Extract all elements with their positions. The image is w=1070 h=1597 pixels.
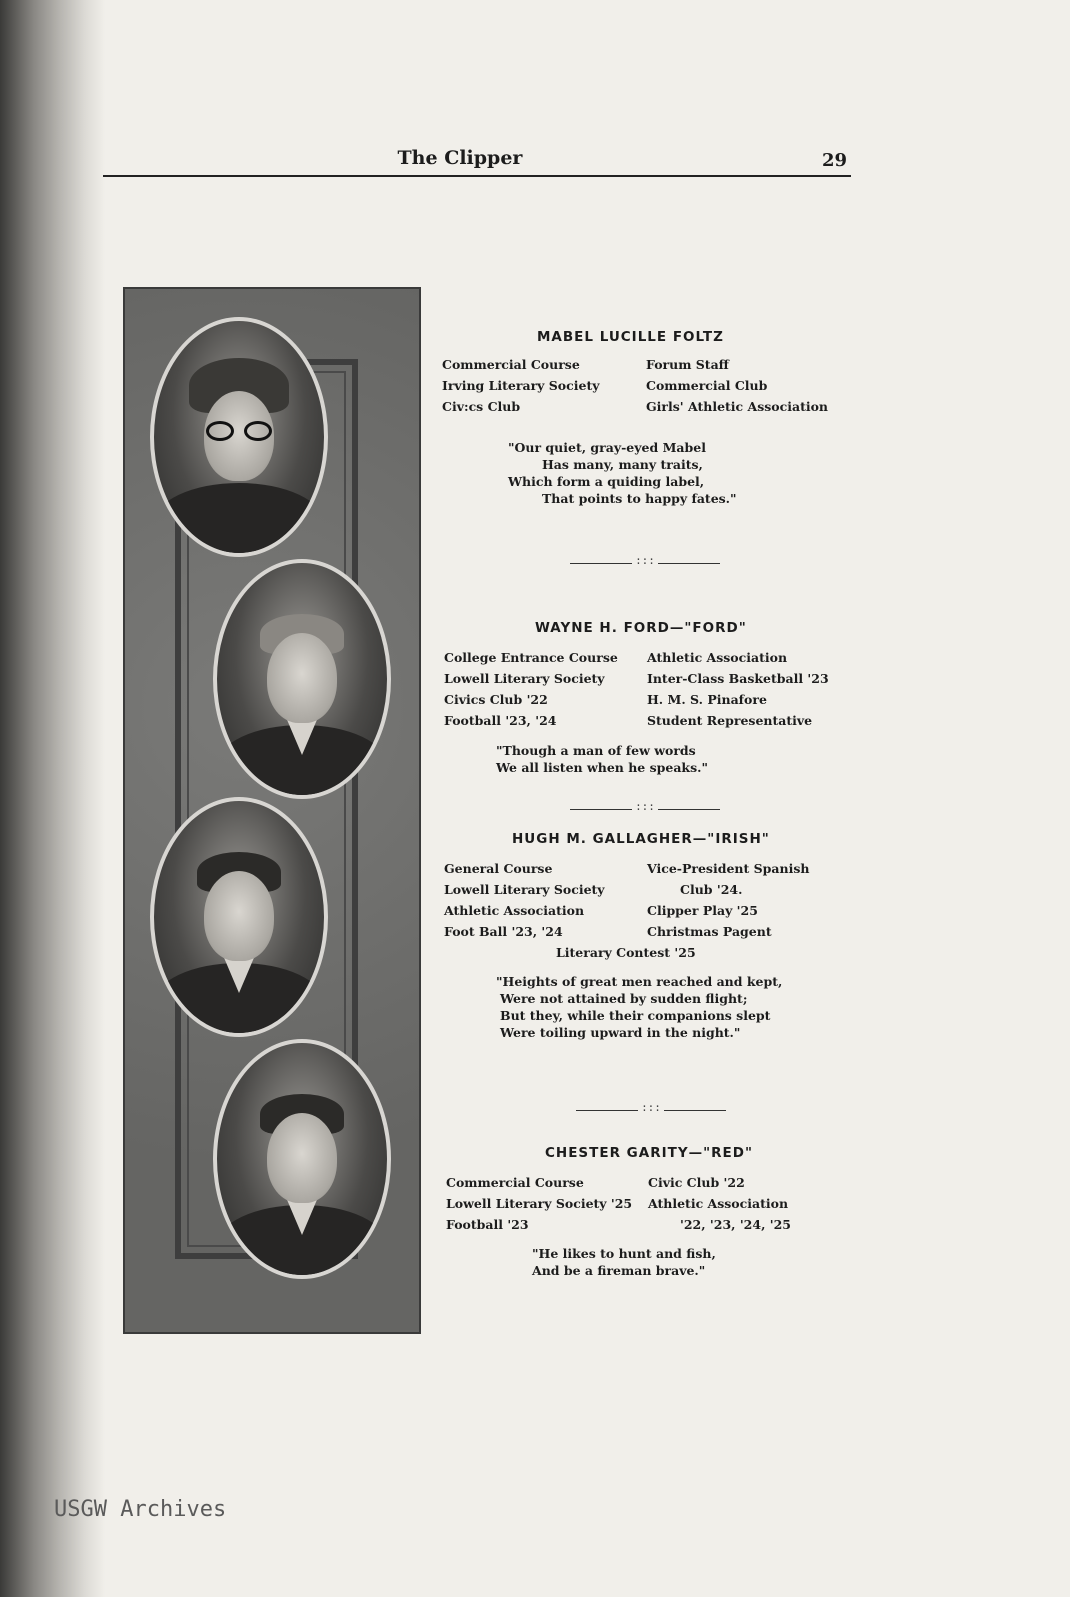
portrait-photo-chester-garity [213,1039,391,1279]
activity-item: Football '23, '24 [444,713,557,728]
entry-verse [496,973,782,1041]
verse-line: "Though a man of few words [496,743,696,758]
activity-item: Athletic Association [647,650,788,665]
entry-verse [496,742,708,776]
verse-line: Were not attained by sudden flight; [500,991,748,1006]
entry-activities-right [646,354,828,417]
page-number: 29 [822,150,848,171]
entry-activities-left [444,647,618,731]
entry-name: HUGH M. GALLAGHER—"IRISH" [512,831,770,847]
entry-activity-centered: Literary Contest '25 [556,945,696,960]
activity-item: Christmas Pagent [647,924,772,939]
activity-item: Girls' Athletic Association [646,399,829,414]
activity-item: Civic Club '22 [648,1175,745,1190]
activity-item: Forum Staff [646,357,729,372]
activity-item: Civ:cs Club [442,399,521,414]
verse-line: "He likes to hunt and fish, [532,1246,716,1261]
verse-line: "Our quiet, gray-eyed Mabel [508,440,706,455]
activity-item: Commercial Course [442,357,580,372]
activity-item: Inter-Class Basketball '23 [647,671,829,686]
activity-item: Lowell Literary Society '25 [446,1196,633,1211]
divider-mark: ::: [635,554,655,567]
portrait-panel [123,287,421,1334]
verse-line: Which form a quiding label, [508,474,705,489]
activity-item: Student Representative [647,713,813,728]
entry-activities-left [446,1172,632,1235]
activity-item: Civics Club '22 [444,692,548,707]
activity-item: Football '23 [446,1217,529,1232]
entry-activities-right [647,647,829,731]
verse-line: That points to happy fates." [542,491,737,506]
portrait-photo-mabel-foltz [150,317,328,557]
header-rule [103,175,851,177]
activity-item: Athletic Association [648,1196,789,1211]
divider-mark: ::: [641,1101,661,1114]
running-header-title: The Clipper [397,147,523,169]
entry-name: CHESTER GARITY—"RED" [545,1145,753,1161]
activity-item: Commercial Course [446,1175,584,1190]
activity-item: Irving Literary Society [442,378,600,393]
divider-mark: ::: [635,800,655,813]
activity-item: Lowell Literary Society [444,882,605,897]
book-binding-shadow [0,0,105,1597]
entry-activities-right [648,1172,791,1235]
verse-line: "Heights of great men reached and kept, [496,974,783,989]
entry-verse [532,1245,716,1279]
activity-item: Foot Ball '23, '24 [444,924,563,939]
entry-name: WAYNE H. FORD—"FORD" [535,620,747,636]
section-divider [570,554,720,570]
activity-item: Commercial Club [646,378,768,393]
activity-item: '22, '23, '24, '25 [680,1217,791,1232]
activity-item: General Course [444,861,553,876]
activity-item: College Entrance Course [444,650,618,665]
activity-item: Athletic Association [444,903,585,918]
verse-line: But they, while their companions slept [500,1008,771,1023]
entry-activities-left [444,858,605,942]
activity-item: Clipper Play '25 [647,903,758,918]
archive-watermark: USGW Archives [54,1497,227,1522]
section-divider [576,1101,726,1117]
portrait-body [154,483,324,557]
portrait-photo-hugh-gallagher [150,797,328,1037]
portrait-face [267,1113,337,1203]
section-divider [570,800,720,816]
portrait-face [204,871,274,961]
activity-item: H. M. S. Pinafore [647,692,767,707]
entry-name: MABEL LUCILLE FOLTZ [537,329,724,345]
portrait-photo-wayne-ford [213,559,391,799]
glasses-icon [202,421,276,441]
verse-line: We all listen when he speaks." [496,760,708,775]
activity-item: Club '24. [680,882,743,897]
entry-activities-right [647,858,809,942]
portrait-face [267,633,337,723]
entry-verse [508,439,737,507]
verse-line: Were toiling upward in the night." [500,1025,741,1040]
entry-activities-left [442,354,600,417]
activity-item: Vice-President Spanish [647,861,810,876]
activity-item: Lowell Literary Society [444,671,605,686]
verse-line: Has many, many traits, [542,457,703,472]
verse-line: And be a fireman brave." [532,1263,706,1278]
